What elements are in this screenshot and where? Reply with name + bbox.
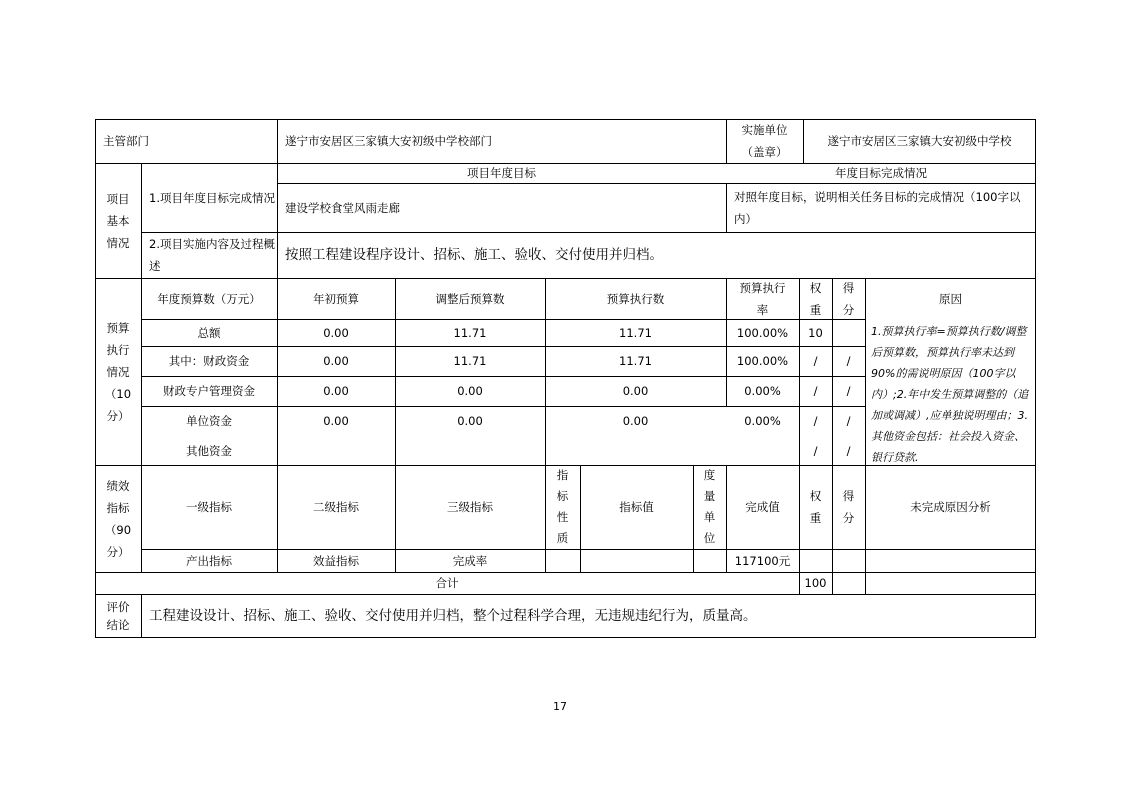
dept-value: 遂宁市安居区三家镇大安初级中学校部门 bbox=[285, 134, 492, 148]
perf-header-nature: 指 标 性 质 bbox=[556, 468, 569, 545]
budget-cell-score bbox=[832, 319, 865, 346]
budget-cell-initial: 0.00 bbox=[323, 384, 349, 398]
budget-cell-executed: 11.71 bbox=[619, 354, 652, 368]
perf-header-reason: 未完成原因分析 bbox=[910, 500, 991, 514]
page-number: 17 bbox=[553, 700, 567, 713]
budget-cell-adjusted: 11.71 bbox=[453, 354, 487, 368]
budget-cell-initial bbox=[277, 436, 395, 465]
perf-header-value: 指标值 bbox=[619, 500, 654, 514]
budget-cell-rate: 0.00% bbox=[744, 384, 781, 398]
budget-header-initial: 年初预算 bbox=[313, 291, 359, 306]
budget-cell-adjusted: 11.71 bbox=[453, 325, 487, 340]
budget-header-reason: 原因 bbox=[939, 291, 962, 306]
budget-row-label: 单位资金 bbox=[186, 414, 232, 428]
budget-cell-adjusted bbox=[395, 436, 545, 465]
total-weight: 100 bbox=[804, 576, 827, 590]
budget-cell-score: / bbox=[846, 414, 851, 428]
budget-cell-score: / bbox=[846, 384, 851, 398]
performance-evaluation-table bbox=[95, 119, 1036, 638]
budget-reason-note: 1.预算执行率=预算执行数/调整后预算数，预算执行率未达到90%的需说明原因（100字以内）;2.年中发生预算调整的（追加或调减）,应单独说明理由；3.其他资金包括：社会投入资金、银行贷款. bbox=[871, 325, 1029, 464]
budget-cell-executed: 0.00 bbox=[622, 384, 649, 398]
item1-label: 1.项目年度目标完成情况 bbox=[149, 190, 275, 205]
performance-section-label: 绩效 指标 （90 分） bbox=[104, 478, 132, 559]
budget-section-label: 预算 执行 情况 （10 分） bbox=[104, 320, 132, 423]
budget-cell-initial: 0.00 bbox=[323, 414, 349, 428]
budget-row-label: 总额 bbox=[197, 325, 221, 340]
dept-label: 主管部门 bbox=[103, 134, 149, 148]
perf-header-weight: 权 重 bbox=[809, 489, 822, 525]
budget-header-executed: 预算执行数 bbox=[606, 291, 665, 306]
perf-header-unit: 度 量 单 位 bbox=[703, 468, 716, 545]
perf-cell-nature bbox=[545, 549, 580, 572]
budget-cell-weight: / bbox=[813, 384, 818, 398]
budget-header-rate: 预算执行率 bbox=[739, 280, 786, 317]
budget-cell-score: / bbox=[846, 354, 851, 368]
item2-label: 2.项目实施内容及过程概述 bbox=[149, 237, 275, 273]
perf-header-level2: 二级指标 bbox=[313, 500, 359, 514]
goal-text: 建设学校食堂风雨走廊 bbox=[285, 200, 400, 215]
perf-cell-level2: 效益指标 bbox=[313, 553, 359, 568]
budget-cell-rate bbox=[726, 436, 799, 465]
budget-cell-rate: 0.00% bbox=[744, 414, 781, 428]
budget-cell-weight: 10 bbox=[808, 325, 823, 340]
perf-cell-reason bbox=[865, 549, 1036, 572]
perf-cell-level3: 完成率 bbox=[452, 553, 488, 568]
budget-header-score: 得分 bbox=[842, 280, 855, 317]
budget-cell-executed: 11.71 bbox=[619, 325, 652, 340]
budget-row-label: 其他资金 bbox=[186, 443, 232, 458]
basic-section-label: 项目 基本 情况 bbox=[106, 191, 130, 250]
evaluation-label: 评价 结论 bbox=[106, 599, 130, 632]
item2-text: 按照工程建设程序设计、招标、施工、验收、交付使用并归档。 bbox=[285, 247, 663, 263]
perf-cell-level1: 产出指标 bbox=[186, 553, 232, 568]
perf-cell-value bbox=[580, 549, 693, 572]
perf-cell-weight bbox=[799, 549, 832, 572]
perf-cell-done: 117100元 bbox=[734, 553, 791, 568]
budget-cell-rate: 100.00% bbox=[736, 325, 789, 340]
perf-cell-score bbox=[832, 549, 865, 572]
perf-header-score: 得 分 bbox=[842, 489, 855, 525]
budget-cell-initial: 0.00 bbox=[323, 354, 349, 368]
budget-cell-adjusted: 0.00 bbox=[457, 414, 483, 428]
budget-cell-score: / bbox=[846, 443, 851, 458]
goal-header: 项目年度目标 bbox=[467, 166, 536, 180]
budget-cell-rate: 100.00% bbox=[736, 354, 789, 368]
done-text: 对照年度目标，说明相关任务目标的完成情况（100字以内） bbox=[734, 189, 1021, 226]
budget-cell-executed: 0.00 bbox=[622, 414, 649, 428]
budget-cell-weight: / bbox=[813, 414, 818, 428]
budget-header-annual: 年度预算数（万元） bbox=[157, 291, 261, 306]
budget-header-adjusted: 调整后预算数 bbox=[435, 291, 505, 306]
perf-header-level3: 三级指标 bbox=[447, 500, 493, 514]
evaluation-text: 工程建设设计、招标、施工、验收、交付使用并归档，整个过程科学合理，无违规违纪行为，质量高。 bbox=[149, 607, 757, 624]
budget-cell-weight: / bbox=[813, 354, 818, 368]
budget-cell-executed bbox=[545, 436, 726, 465]
perf-header-done: 完成值 bbox=[745, 500, 780, 514]
total-label: 合计 bbox=[435, 576, 459, 590]
budget-cell-adjusted: 0.00 bbox=[457, 384, 483, 398]
budget-cell-initial: 0.00 bbox=[323, 325, 349, 340]
table-border bbox=[95, 637, 1036, 638]
budget-row-label: 其中：财政资金 bbox=[168, 354, 250, 368]
total-score bbox=[832, 572, 865, 594]
budget-cell-weight: / bbox=[813, 443, 818, 458]
budget-row-label: 财政专户管理资金 bbox=[163, 384, 255, 398]
perf-cell-unit bbox=[693, 549, 726, 572]
perf-header-level1: 一级指标 bbox=[186, 500, 232, 514]
budget-header-weight: 权重 bbox=[809, 280, 822, 317]
unit-label: 实施单位 （盖章） bbox=[741, 123, 788, 159]
unit-value: 遂宁市安居区三家镇大安初级中学校 bbox=[827, 134, 1012, 148]
done-header: 年度目标完成情况 bbox=[835, 166, 927, 180]
